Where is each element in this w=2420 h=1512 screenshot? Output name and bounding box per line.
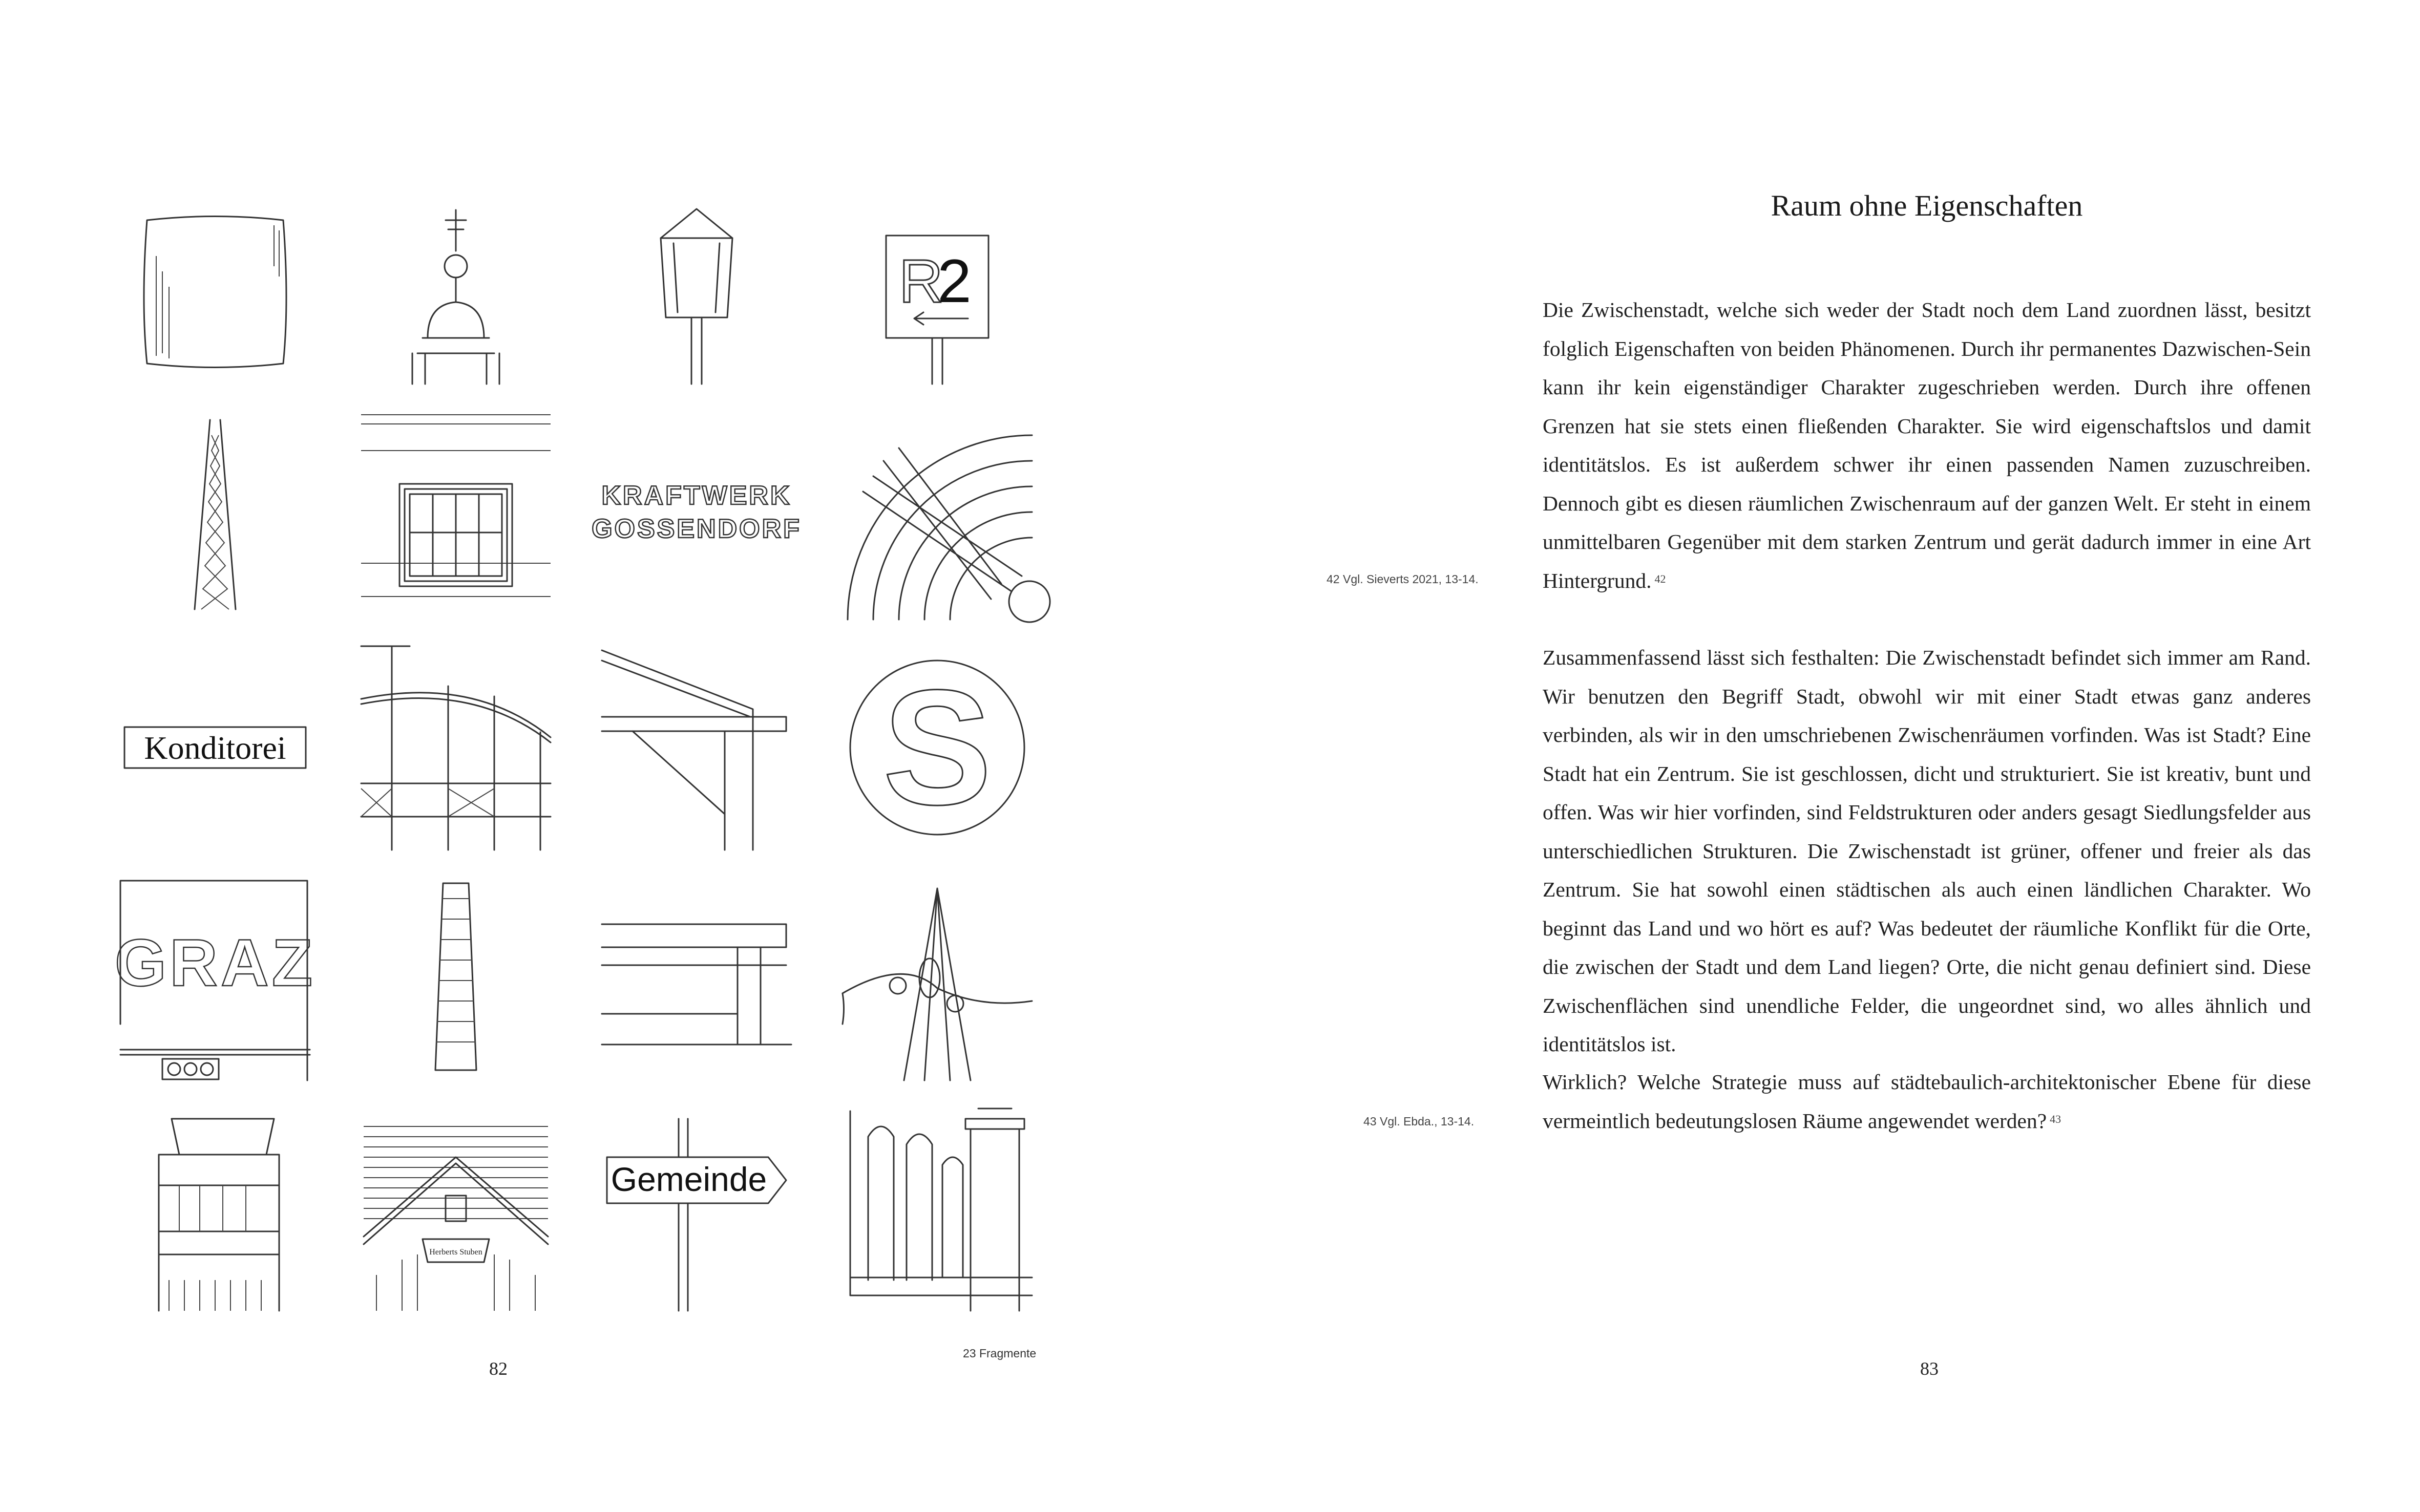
fragment-canopy-bracket [602,645,791,850]
fragment-graz-sign [114,876,316,1080]
fragment-house-window [361,415,551,620]
footnote-ref-42: 42 [1654,572,1666,585]
fragment-tower-building [120,1106,310,1311]
paragraph-2 [1543,638,2311,1064]
fragment-konditorei-sign [120,645,310,850]
r2-number: 2 [937,247,972,315]
paragraph-3-text: Wirklich? Welche Strategie muss auf städtebaulich-architektonischer Ebene für diese vermeintlich bedeutungslosen Räume angewendet werden? [1543,1070,2311,1133]
kraftwerk-line2: GOSSENDORF [592,514,802,544]
page-number-right: 83 [1920,1358,1939,1379]
fragment-gemeinde-sign [602,1106,791,1311]
page-number-left: 82 [489,1358,508,1379]
graz-label: GRAZ [114,925,316,1000]
fragment-dome-tower [361,200,551,404]
fragment-street-lamp [602,200,791,404]
fragment-kraftwerk-sign [592,415,802,620]
right-page [1210,0,2420,1512]
fragment-r2-sign [843,200,1032,404]
fragment-bench [602,876,791,1080]
konditorei-label: Konditorei [144,730,286,766]
fragment-s-sign [843,645,1032,850]
footnote-42: 42 Vgl. Sieverts 2021, 13-14. [1327,572,1479,586]
fragment-lattice-mast [120,415,310,620]
fragment-herberts-stuben [361,1106,551,1311]
fragment-canvas [120,200,310,404]
fragment-timber-arches [843,415,1032,620]
herberts-label: Herberts Stuben [429,1248,482,1257]
paragraph-2-text: Zusammenfassend lässt sich festhalten: Die Zwischenstadt befindet sich immer am Rand. Wir benutzen den Begriff Stadt, obwohl wir mit einer Stadt etwas ganz anderes verbinden, als wir in den umschriebenen Zwischenräumen vorfinden. Was ist Stadt? Eine Stadt hat ein Zentrum. Sie ist geschlossen, dicht und strukturiert. Sie ist kreativ, bunt und offen. Was wir hier vorfinden, sind Feldstrukturen oder anders gesagt Siedlungsfelder aus unterschiedlichen Strukturen. Die Zwischenstadt ist grüner, offener und freier als das Zentrum. Sie hat sowohl einen städtischen als auch einen ländlichen Charakter. Wo beginnt das Land und wo hört es auf? Was bedeutet der räumliche Konflikt für die Orte, die zwischen der Stadt und dem Land liegen? Orte, die nicht genau definiert sind. Diese Zwischenflächen sind unendliche Felder, die ungeordnet sind, wo alles ähnlich und identitätslos ist. [1543,646,2311,1056]
footnote-ref-43: 43 [2050,1112,2061,1125]
paragraph-1-text: Die Zwischenstadt, welche sich weder der Stadt noch dem Land zuordnen lässt, besitzt folglich Eigenschaften von beiden Phänomenen. Durch ihr permanentes Dazwischen-Sein kann ihr kein eigenständiger Charakter zugeschrieben werden. Durch ihre offenen Grenzen hat sie stets einen fließenden Charakter. Sie wird eigenschaftslos und damit identitätslos. Es ist außerdem schwer ihr einen passenden Namen zuzuschreiben. Dennoch gibt es diesen räumlichen Zwischenraum auf der ganzen Welt. Er steht in einem unmittelbaren Gegenüber mit dem starken Zentrum und gerät dadurch immer in eine Art Hintergrund. [1543,298,2311,592]
figure-caption: 23 Fragmente [963,1347,1037,1360]
fragment-fence-pillar [843,1106,1032,1311]
fragment-power-pylon [843,876,1032,1080]
fragment-curved-hall [361,645,551,850]
paragraph-1 [1543,291,2311,600]
r2-letter: R [899,247,943,315]
s-sign-letter: S [882,655,992,839]
fragment-chimney [361,876,551,1080]
paragraph-3 [1543,1063,2311,1140]
gemeinde-label: Gemeinde [611,1160,767,1198]
section-heading: Raum ohne Eigenschaften [1771,189,2083,222]
kraftwerk-line1: KRAFTWERK [601,481,792,510]
footnote-43: 43 Vgl. Ebda., 13-14. [1363,1115,1475,1128]
